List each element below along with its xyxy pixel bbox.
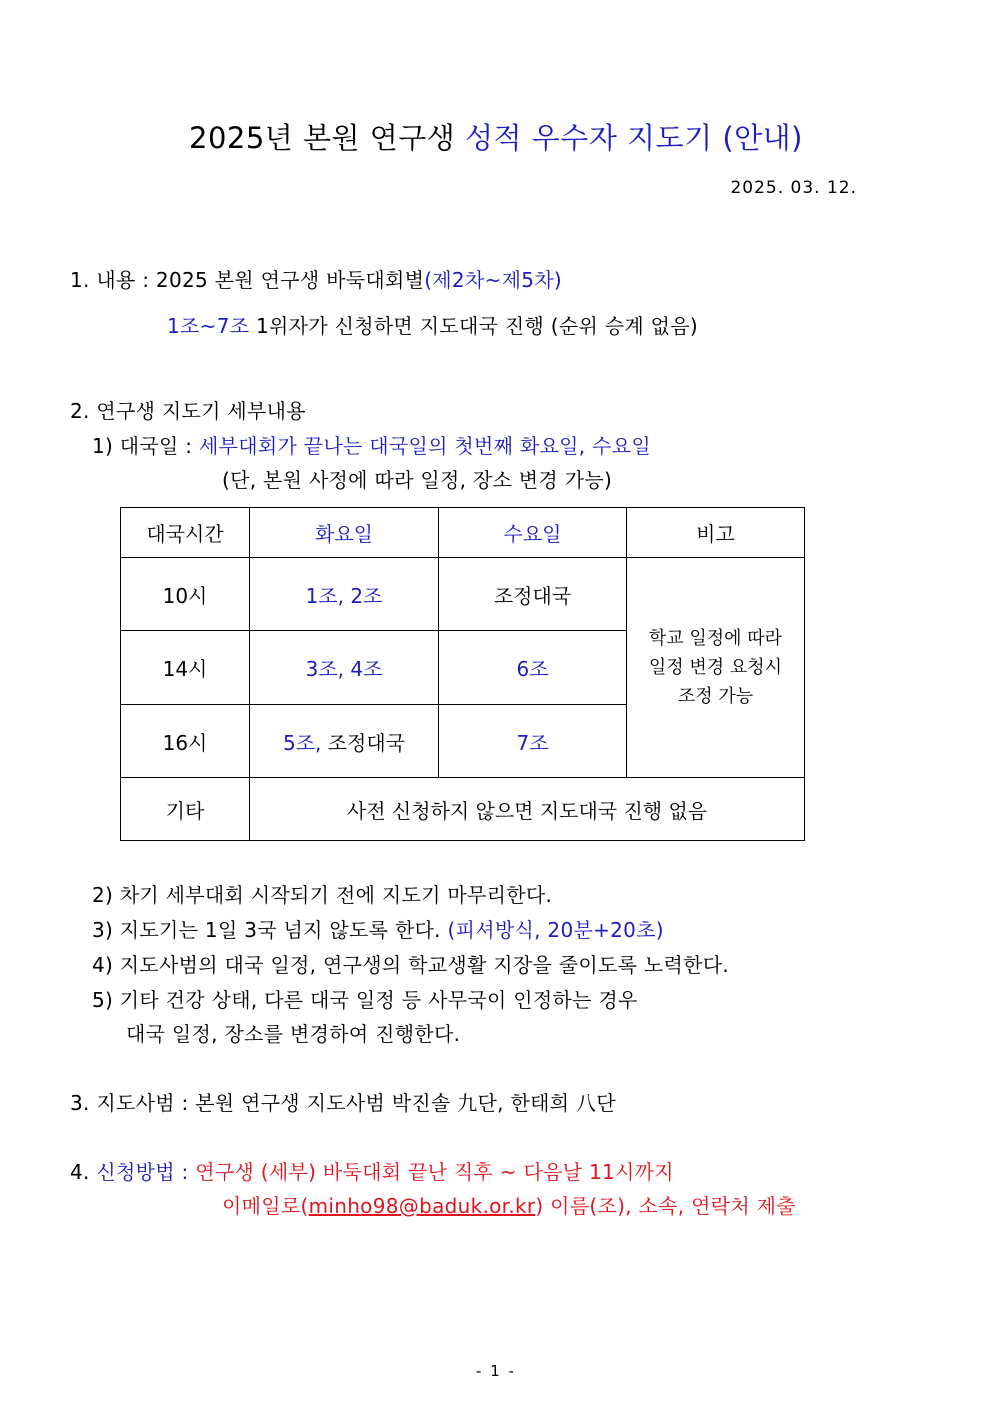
row-time: 16시 bbox=[121, 705, 250, 778]
item1-game-days: 세부대회가 끝나는 대국일의 첫번째 화요일, 수요일 bbox=[199, 434, 651, 458]
note-line: 일정 변경 요청시 bbox=[648, 657, 783, 678]
section2-item2: 2) 차기 세부대회 시작되기 전에 지도기 마무리한다. bbox=[92, 883, 553, 907]
email-link[interactable]: minho98@baduk.or.kr bbox=[308, 1194, 536, 1218]
schedule-table bbox=[120, 507, 805, 841]
row-wednesday: 조정대국 bbox=[439, 558, 627, 631]
table-row-other bbox=[121, 778, 805, 841]
section2-heading: 2. 연구생 지도기 세부내용 bbox=[70, 399, 306, 423]
section4-label: 신청방법 : bbox=[96, 1160, 189, 1184]
section1-content-label: 1. 내용 : 2025 본원 연구생 바둑대회별 bbox=[70, 268, 425, 292]
note-cell bbox=[627, 558, 805, 778]
header-time: 대국시간 bbox=[121, 508, 250, 558]
table-row bbox=[121, 558, 805, 631]
section2-item5-line1: 5) 기타 건강 상태, 다른 대국 일정 등 사무국이 인정하는 경우 bbox=[92, 988, 638, 1012]
note-line: 조정 가능 bbox=[677, 686, 754, 707]
section2-item5-line2: 대국 일정, 장소를 변경하여 진행한다. bbox=[126, 1022, 461, 1046]
section4-deadline: 연구생 (세부) 바둑대회 끝난 직후 ~ 다음날 11시까지 bbox=[195, 1160, 674, 1184]
table-header-row bbox=[121, 508, 805, 558]
item3-time-control: (피셔방식, 20분+20초) bbox=[447, 918, 664, 942]
section2-item1-note: (단, 본원 사정에 따라 일정, 장소 변경 가능) bbox=[222, 468, 613, 492]
title-blue: 성적 우수자 지도기 (안내) bbox=[465, 121, 803, 155]
section4-email-prefix: 이메일로( bbox=[222, 1194, 309, 1218]
section4-line2 bbox=[222, 1190, 796, 1219]
document-date: 2025. 03. 12. bbox=[730, 178, 857, 198]
section3-instructors: 3. 지도사범 : 본원 연구생 지도사범 박진솔 九단, 한태희 八단 bbox=[70, 1091, 616, 1115]
title-black: 2025년 본원 연구생 bbox=[189, 121, 456, 155]
row-wednesday: 6조 bbox=[439, 631, 627, 705]
row-tuesday: 3조, 4조 bbox=[250, 631, 439, 705]
row-tuesday bbox=[250, 705, 439, 778]
row-tuesday: 1조, 2조 bbox=[250, 558, 439, 631]
section1-line2 bbox=[167, 310, 698, 339]
other-label: 기타 bbox=[121, 778, 250, 841]
section1-round-range: (제2차~제5차) bbox=[424, 268, 562, 292]
section2-item4: 4) 지도사범의 대국 일정, 연구생의 학교생활 지장을 줄이도록 노력한다. bbox=[92, 953, 730, 977]
header-tuesday: 화요일 bbox=[250, 508, 439, 558]
item1-label: 1) 대국일 : bbox=[92, 434, 193, 458]
row-time: 14시 bbox=[121, 631, 250, 705]
section2-item1 bbox=[92, 430, 651, 459]
section4-line1 bbox=[70, 1156, 674, 1185]
row-tuesday-group: 5조, bbox=[282, 730, 322, 755]
row-tuesday-adjust: 조정대국 bbox=[327, 730, 406, 755]
page-number: - 1 - bbox=[476, 1362, 516, 1380]
note-line: 학교 일정에 따라 bbox=[648, 628, 783, 649]
section2-item3 bbox=[92, 914, 664, 943]
section1-condition: 1위자가 신청하면 지도대국 진행 (순위 승계 없음) bbox=[256, 314, 698, 338]
page-title bbox=[0, 116, 992, 157]
item3-text: 3) 지도기는 1일 3국 넘지 않도록 한다. bbox=[92, 918, 441, 942]
header-wednesday: 수요일 bbox=[439, 508, 627, 558]
section1-line1 bbox=[70, 264, 562, 293]
row-time: 10시 bbox=[121, 558, 250, 631]
other-text: 사전 신청하지 않으면 지도대국 진행 없음 bbox=[250, 778, 805, 841]
section4-submit-info: ) 이름(조), 소속, 연락처 제출 bbox=[535, 1194, 796, 1218]
section1-group-range: 1조~7조 bbox=[167, 314, 250, 338]
section4-number: 4. bbox=[70, 1160, 90, 1184]
row-wednesday: 7조 bbox=[439, 705, 627, 778]
header-note: 비고 bbox=[627, 508, 805, 558]
